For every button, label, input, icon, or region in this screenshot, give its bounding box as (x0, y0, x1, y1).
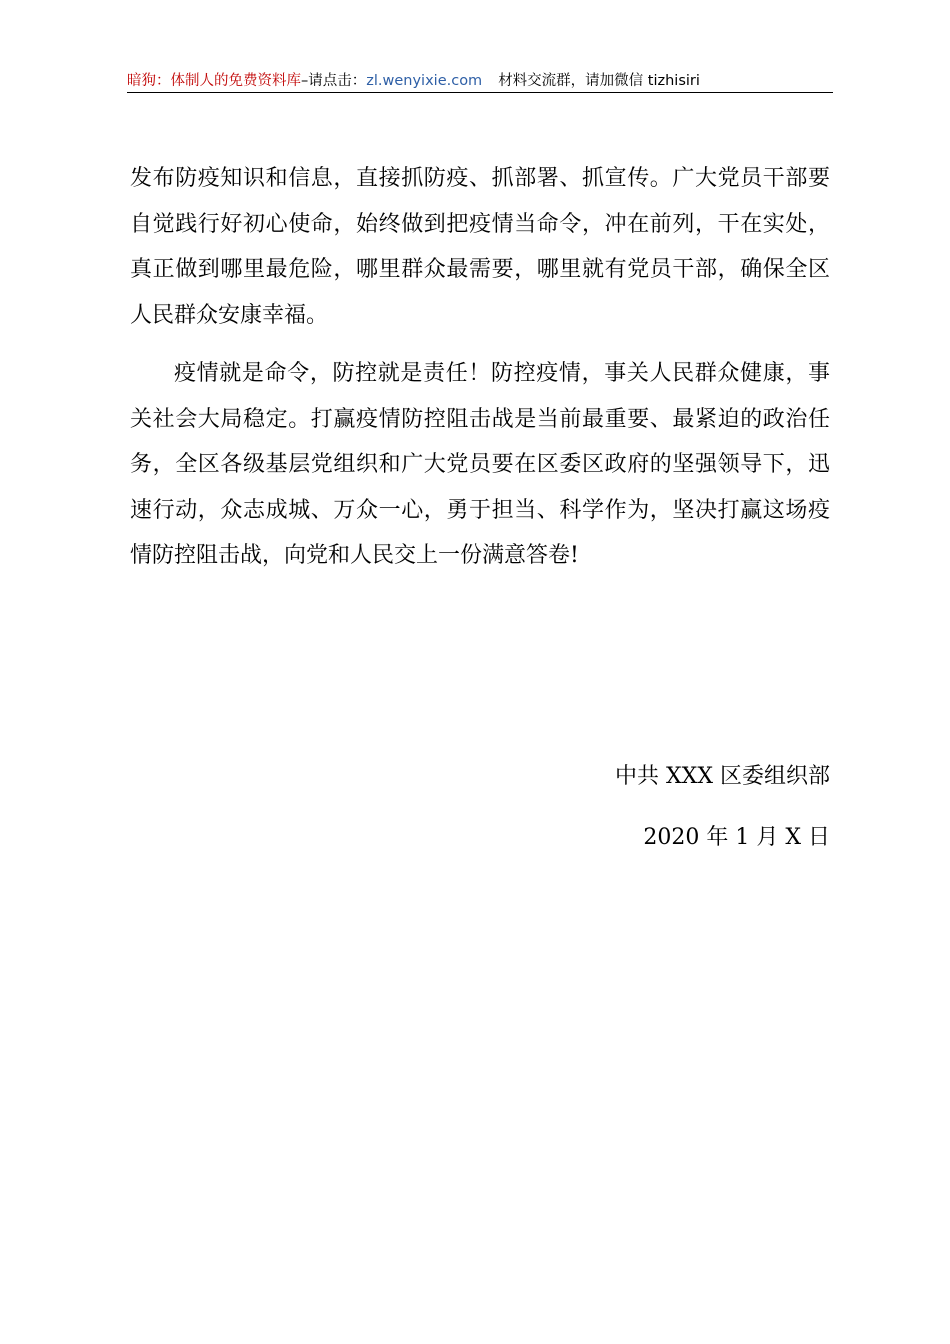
body-paragraph-1: 发布防疫知识和信息，直接抓防疫、抓部署、抓宣传。广大党员干部要自觉践行好初心使命，始终做到把疫情当命令，冲在前列，干在实处，真正做到哪里最危险，哪里群众最需要，哪里就有党员干部，确保全区人民群众安康幸福。 (130, 166, 830, 328)
header-wechat-group-text: 材料交流群，请加微信 tizhisiri (498, 73, 700, 89)
header-click-prompt: –请点击： (301, 73, 367, 89)
body-paragraph-2: 疫情就是命令，防控就是责任！防控疫情，事关人民群众健康，事关社会大局稳定。打赢疫情防控阻击战是当前最重要、最紧迫的政治任务，全区各级基层党组织和广大党员要在区委区政府的坚强领导下，迅速行动，众志成城、万众一心，勇于担当、科学作为，坚决打赢这场疫情防控阻击战，向党和人民交上一份满意答卷! (130, 361, 830, 568)
signature-date: 2020 年 1 月 X 日 (643, 825, 830, 850)
header-brand-text: 暗狗：体制人的免费资料库 (127, 73, 301, 89)
signature-organization: 中共 XXX 区委组织部 (615, 764, 830, 789)
page-header (127, 70, 833, 93)
header-website-link[interactable]: zl.wenyixie.com (366, 73, 483, 89)
